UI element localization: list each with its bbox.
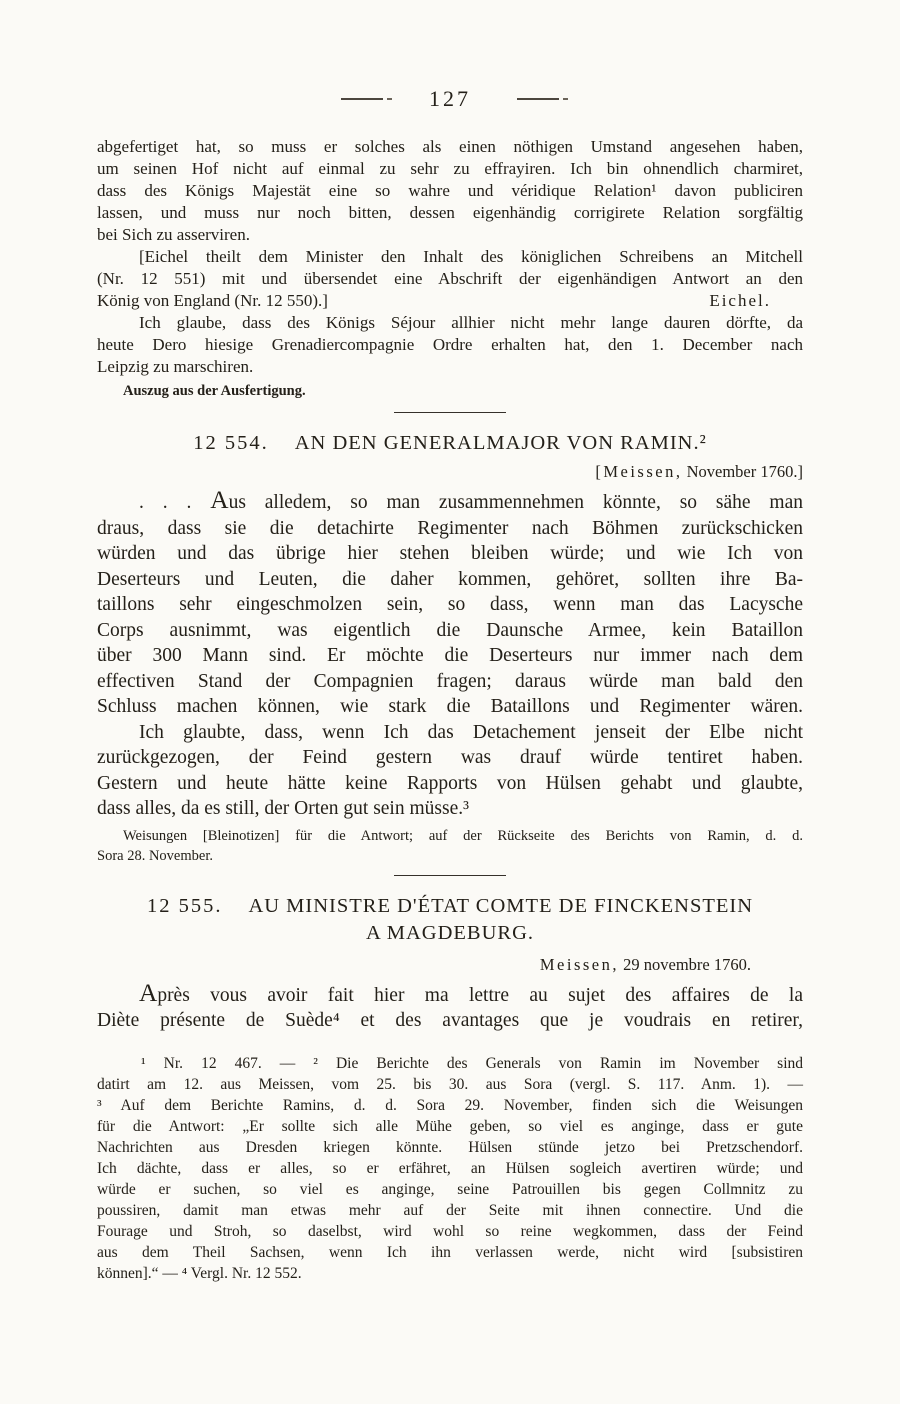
dateline-12555 bbox=[97, 954, 751, 976]
text-line bbox=[97, 486, 804, 516]
text-line: würde er suchen, so viel es anginge, seine Patrouillen bis gegen Collmnitz zu bbox=[97, 1180, 803, 1198]
letter-heading-12554 bbox=[97, 430, 803, 457]
text-line: Corps ausnimmt, was eigentlich die Daunsche Armee, kein Bataillon bbox=[97, 619, 803, 641]
text-line: dass des Königs Majestät eine so wahre und véridique Relation¹ davon publiciren bbox=[97, 181, 803, 200]
text-line: taillons sehr eingeschmolzen sein, so dass, wenn man das Lacysche bbox=[97, 594, 803, 615]
text-line: heute Dero hiesige Grenadiercompagnie Ordre erhalten hat, den 1. December nach bbox=[97, 335, 803, 354]
text-line: (Nr. 12 551) mit und übersendet eine Abschrift der eigenhändigen Antwort an den bbox=[97, 269, 803, 288]
source-note: Auszug aus der Ausfertigung. bbox=[123, 383, 306, 399]
dateline-rest-12555: 29 novembre 1760. bbox=[619, 954, 751, 974]
letter-number-12555: 12 555. bbox=[146, 894, 223, 917]
text-line: über 300 Mann sind. Er möchte die Deserteurs nur immer nach dem bbox=[97, 645, 803, 666]
letter-12555 bbox=[97, 893, 803, 1034]
text-line: zurückgezogen, der Feind gestern was drauf würde tentiret haben. bbox=[97, 747, 803, 768]
page-number: 127 bbox=[429, 86, 471, 111]
text-line: Ich dächte, dass er alles, so er erfähret, an Hülsen sogleich avertiren würde; und bbox=[97, 1159, 803, 1177]
dateline-city-12554: [Meissen, bbox=[595, 462, 683, 481]
letter-title-line2: A MAGDEBURG. bbox=[365, 921, 535, 944]
paragraph-continuation bbox=[97, 136, 803, 246]
intro-section bbox=[97, 136, 803, 401]
text-line bbox=[97, 978, 803, 1009]
weisungen-note bbox=[97, 826, 803, 866]
text-line: können].“ — ⁴ Vergl. Nr. 12 552. bbox=[97, 1264, 302, 1282]
footnotes-block bbox=[97, 1053, 803, 1284]
text-line: für die Antwort: „Er sollte sich alle Mühe geben, so viel es anginge, dass er gute bbox=[97, 1117, 803, 1135]
text-line: effectiven Stand der Compagnien fragen; daraus würde man bald den bbox=[97, 670, 803, 692]
text-line: Schluss machen können, wie stark die Bataillons und Regimenter wären. bbox=[97, 696, 803, 717]
dateline-city-12555: Meissen, bbox=[539, 954, 620, 974]
paragraph-sejour bbox=[97, 312, 803, 378]
header-left-dash bbox=[341, 98, 383, 100]
dateline-12554 bbox=[97, 461, 803, 483]
letter-12554 bbox=[97, 430, 803, 866]
section-divider-2 bbox=[394, 875, 506, 876]
text-line: Nachrichten aus Dresden kriegen könnte. Hülsen stünde jetzo bei Pretzschendorf. bbox=[97, 1138, 803, 1156]
text-line: Deserteurs und Leuten, die daher kommen, gehöret, sollten ihre Ba- bbox=[97, 568, 803, 590]
text-line: draus, dass sie die detachirte Regimenter nach Böhmen zurückschicken bbox=[97, 517, 803, 539]
letter-12554-paragraph-2 bbox=[97, 720, 803, 822]
text-line: um seinen Hof nicht auf einmal zu sehr zu effrayiren. Ich bin ohnendlich charmiret, bbox=[97, 159, 803, 178]
letter-12554-paragraph-1 bbox=[97, 486, 804, 720]
text-line: datirt am 12. aus Meissen, vom 25. bis 30. aus Sora (vergl. S. 117. Anm. 1). — bbox=[97, 1075, 803, 1093]
text-line: bei Sich zu asserviren. bbox=[97, 225, 250, 244]
text-line: ¹ Nr. 12 467. — ² Die Berichte des Generals von Ramin im November sind bbox=[141, 1054, 803, 1072]
letter-title-line1 bbox=[97, 893, 803, 920]
text-line: Leipzig zu marschiren. bbox=[97, 357, 254, 376]
signature-eichel: Eichel. bbox=[709, 291, 771, 310]
header-right-dash bbox=[517, 98, 559, 100]
editorial-note-paragraph bbox=[97, 246, 803, 290]
text-line: Diète présente de Suède⁴ et des avantages que je voudrais en retirer, bbox=[97, 1010, 803, 1031]
initial-capital: A bbox=[139, 978, 158, 1007]
dateline-rest-12554: November 1760.] bbox=[682, 462, 803, 481]
text-line: poussiren, damit man etwas mehr auf der Seite mit ihnen connectire. Und die bbox=[97, 1201, 803, 1219]
text-line: dass alles, da es still, der Orten gut sein müsse.³ bbox=[97, 798, 469, 819]
text-line: Ich glaube, dass des Königs Séjour allhier nicht mehr lange dauren dörfte, da bbox=[139, 313, 803, 332]
text-line: Sora 28. November. bbox=[97, 847, 213, 864]
text-line: lassen, und muss nur noch bitten, dessen eigenhändig corrigirete Relation sorgfältig bbox=[97, 203, 803, 222]
text-line: Weisungen [Bleinotizen] für die Antwort; auf der Rückseite des Berichts von Ramin, d. d. bbox=[123, 827, 803, 844]
text-line: aus dem Theil Sachsen, wenn Ich ihn verlassen werde, nicht wird [subsistiren bbox=[97, 1243, 803, 1261]
text-line: ³ Auf dem Berichte Ramins, d. d. Sora 29. November, finden sich die Weisungen bbox=[97, 1096, 803, 1114]
text-line: Fourage und Stroh, so daselbst, wird wohl so reine wegkommen, dass der Feind bbox=[97, 1222, 803, 1240]
text-line: würden und das übrige hier stehen bleiben würde; und wie Ich von bbox=[97, 543, 803, 564]
section-divider bbox=[394, 412, 506, 413]
initial-capital: A bbox=[210, 486, 229, 514]
letter-title-12554: AN DEN GENERALMAJOR VON RAMIN.² bbox=[294, 432, 707, 454]
letter-title-12555-a: AU MINISTRE D'ÉTAT COMTE DE FINCKENSTEIN bbox=[248, 894, 754, 917]
text-segment: . . . bbox=[139, 492, 211, 513]
letter-number-12554: 12 554. bbox=[193, 432, 269, 454]
letter-12555-paragraph-1 bbox=[97, 978, 803, 1034]
text-line: [Eichel theilt dem Minister den Inhalt des königlichen Schreibens an Mitchell bbox=[139, 247, 803, 266]
letter-heading-12555 bbox=[97, 893, 803, 947]
page-header bbox=[97, 86, 803, 112]
text-line: Ich glaubte, dass, wenn Ich das Detachement jenseit der Elbe nicht bbox=[139, 721, 803, 743]
text-segment: us alledem, so man zusammennehmen könnte, so sähe man bbox=[228, 492, 804, 513]
editorial-last-line: König von England (Nr. 12 550).] bbox=[97, 291, 328, 310]
text-segment: près vous avoir fait hier ma lettre au sujet des affaires de la bbox=[157, 984, 803, 1006]
text-line: Gestern und heute hätte keine Rapports von Hülsen gehabt und glaubte, bbox=[97, 772, 803, 794]
signature-line bbox=[97, 290, 803, 312]
text-line: abgefertiget hat, so muss er solches als einen nöthigen Umstand angesehen haben, bbox=[97, 137, 803, 156]
